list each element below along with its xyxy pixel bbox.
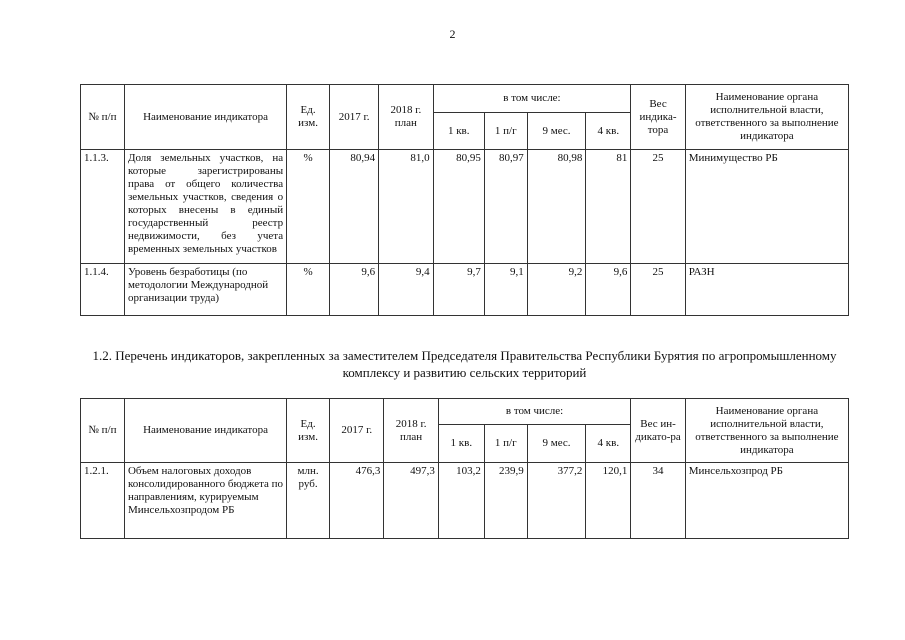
row-q4: 120,1 — [586, 463, 631, 539]
row-name: Уровень безработицы (по методологии Международной организации труда) — [124, 264, 286, 316]
table-row — [81, 150, 849, 264]
indicators-table-1 — [80, 84, 849, 316]
row-q1: 103,2 — [438, 463, 484, 539]
header-unit: Ед. изм. — [287, 399, 330, 463]
header-2017: 2017 г. — [330, 399, 384, 463]
header-q4: 4 кв. — [586, 113, 631, 150]
header-including: в том числе: — [433, 85, 631, 113]
table-row — [81, 463, 849, 539]
row-weight: 25 — [631, 150, 685, 264]
row-num: 1.2.1. — [81, 463, 125, 539]
row-num: 1.1.3. — [81, 150, 125, 264]
row-q4: 81 — [586, 150, 631, 264]
header-organ: Наименование органа исполнительной власти, ответственного за выполнение индикатора — [685, 85, 848, 150]
header-num: № п/п — [81, 399, 125, 463]
row-unit: млн. руб. — [287, 463, 330, 539]
row-2017: 9,6 — [330, 264, 379, 316]
header-2018-plan: 2018 г. план — [379, 85, 433, 150]
header-including: в том числе: — [438, 399, 631, 425]
row-q1: 80,95 — [433, 150, 484, 264]
header-h1: 1 п/г — [484, 425, 527, 463]
table-row — [81, 264, 849, 316]
row-organ: Минсельхозпрод РБ — [685, 463, 848, 539]
row-2018: 497,3 — [384, 463, 438, 539]
row-9m: 80,98 — [527, 150, 586, 264]
header-weight: Вес индика-тора — [631, 85, 685, 150]
header-q1: 1 кв. — [433, 113, 484, 150]
row-2018: 9,4 — [379, 264, 433, 316]
header-h1: 1 п/г — [484, 113, 527, 150]
row-organ: РАЗН — [685, 264, 848, 316]
header-organ: Наименование органа исполнительной власти, ответственного за выполнение индикатора — [685, 399, 848, 463]
row-2017: 476,3 — [330, 463, 384, 539]
header-q1: 1 кв. — [438, 425, 484, 463]
row-2017: 80,94 — [330, 150, 379, 264]
section-title: 1.2. Перечень индикаторов, закрепленных за заместителем Председателя Правительства Республики Бурятия по агропромышленному комплексу и развитию сельских территорий — [92, 348, 837, 380]
header-unit: Ед. изм. — [287, 85, 330, 150]
row-unit: % — [287, 150, 330, 264]
indicators-table-2 — [80, 398, 849, 539]
row-organ: Минимущество РБ — [685, 150, 848, 264]
row-q4: 9,6 — [586, 264, 631, 316]
header-9m: 9 мес. — [527, 113, 586, 150]
page-number: 2 — [449, 27, 456, 41]
header-9m: 9 мес. — [527, 425, 586, 463]
row-name: Объем налоговых доходов консолидированного бюджета по направлениям, курируемым Минсельхозпродом РБ — [124, 463, 286, 539]
row-2018: 81,0 — [379, 150, 433, 264]
header-2017: 2017 г. — [330, 85, 379, 150]
header-name: Наименование индикатора — [124, 399, 286, 463]
row-9m: 9,2 — [527, 264, 586, 316]
header-name: Наименование индикатора — [124, 85, 286, 150]
header-q4: 4 кв. — [586, 425, 631, 463]
row-weight: 34 — [631, 463, 685, 539]
row-h1: 80,97 — [484, 150, 527, 264]
row-unit: % — [287, 264, 330, 316]
row-weight: 25 — [631, 264, 685, 316]
header-2018-plan: 2018 г. план — [384, 399, 438, 463]
row-num: 1.1.4. — [81, 264, 125, 316]
row-h1: 9,1 — [484, 264, 527, 316]
header-weight: Вес ин-дикато-ра — [631, 399, 685, 463]
row-q1: 9,7 — [433, 264, 484, 316]
header-num: № п/п — [81, 85, 125, 150]
row-9m: 377,2 — [527, 463, 586, 539]
row-name: Доля земельных участков, на которые зарегистрированы права от общего количества земельных участков, сведения о которых внесены в единый государственный реестр недвижимости, без учета временных земельных участков — [124, 150, 286, 264]
row-h1: 239,9 — [484, 463, 527, 539]
